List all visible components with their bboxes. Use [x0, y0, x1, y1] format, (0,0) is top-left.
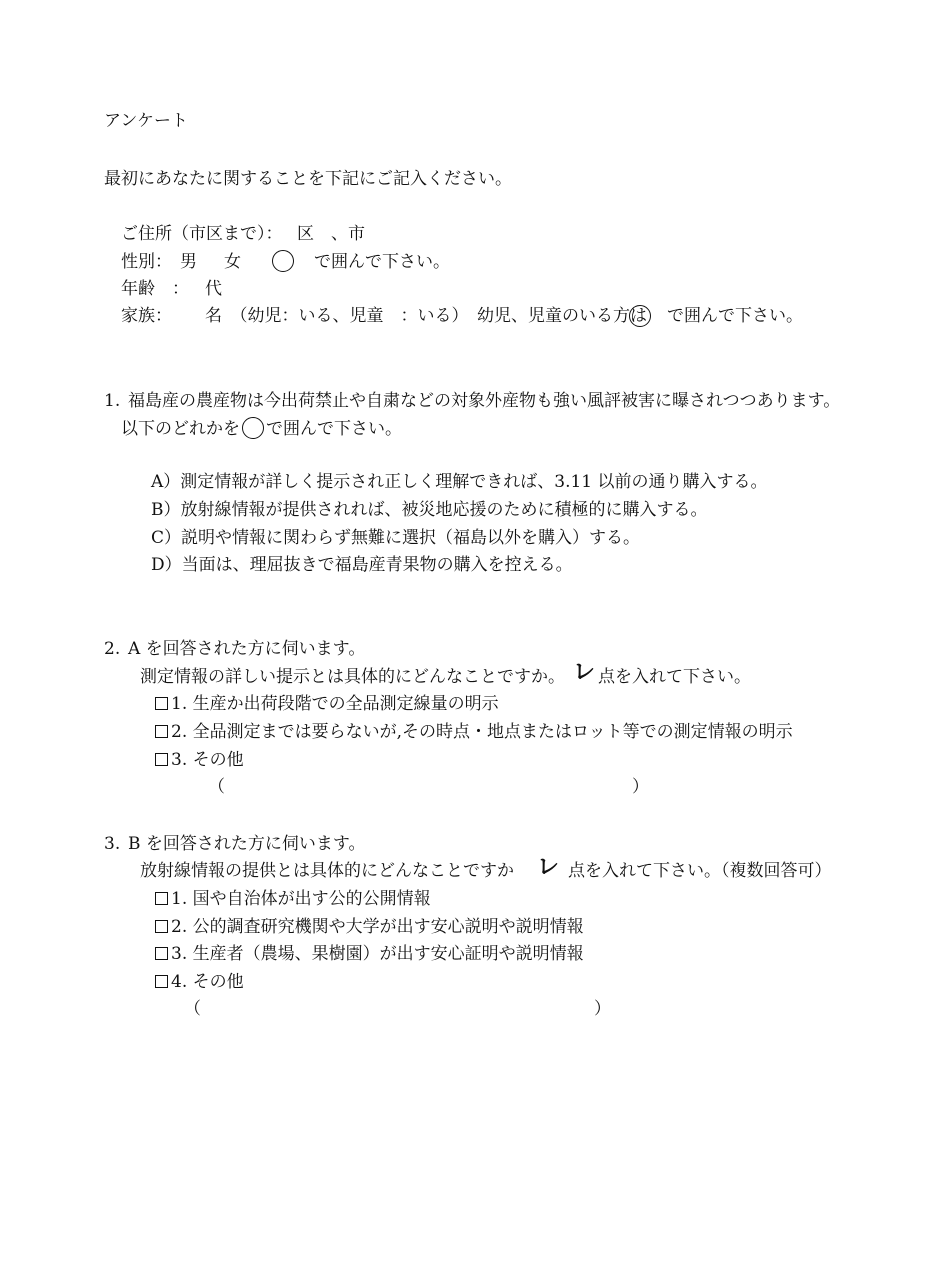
q3-other-close-paren: ）	[594, 999, 611, 1019]
circle-mark-icon	[629, 305, 651, 327]
survey-title: アンケート	[104, 111, 188, 131]
q2-option-2-label: 2. 全品測定までは要らないが,その時点・地点またはロット等での測定情報の明示	[171, 722, 793, 742]
address-units: 区 、市	[297, 224, 365, 244]
q1-option-d[interactable]: D）当面は、理屈抜きで福島産青果物の購入を控える。	[151, 555, 573, 575]
q3-option-4-checkbox[interactable]	[155, 975, 168, 988]
q2-question: 測定情報の詳しい提示とは具体的にどんなことですか。	[140, 667, 565, 687]
q2-option-1-checkbox[interactable]	[155, 697, 168, 710]
family-label: 家族：	[121, 306, 172, 326]
circle-mark-icon	[242, 417, 264, 439]
q3-option-1-checkbox[interactable]	[155, 892, 168, 905]
q1-option-b[interactable]: B）放射線情報が提供されれば、被災地応援のために積極的に購入する。	[151, 500, 708, 520]
q3-option-1-label: 1. 国や自治体が出す公的公開情報	[171, 889, 431, 909]
address-label: ご住所（市区まで）：	[121, 224, 283, 244]
q3-option-3-checkbox[interactable]	[155, 947, 168, 960]
check-mark-icon: レ	[537, 855, 560, 880]
q3-option-2-checkbox[interactable]	[155, 920, 168, 933]
q3-instruction: 点を入れて下さい。（複数回答可）	[568, 861, 832, 881]
family-instruction: で囲んで下さい。	[667, 306, 803, 326]
q1-instruction-pre: 以下のどれかを	[121, 419, 240, 439]
check-mark-icon: レ	[573, 660, 596, 685]
q3-other-open-paren: （	[184, 999, 201, 1019]
age-label: 年齢 ：	[121, 279, 189, 299]
q3-question: 放射線情報の提供とは具体的にどんなことですか	[140, 861, 514, 881]
q3-option-2-label: 2. 公的調査研究機関や大学が出す安心説明や説明情報	[171, 917, 584, 937]
gender-label: 性別：	[121, 252, 172, 272]
q1-option-c[interactable]: C）説明や情報に関わらず無難に選択（福島以外を購入）する。	[151, 528, 641, 548]
gender-instruction: で囲んで下さい。	[314, 252, 450, 272]
age-unit: 代	[205, 279, 222, 299]
q2-option-3-checkbox[interactable]	[155, 753, 168, 766]
intro-text: 最初にあなたに関することを下記にご記入ください。	[104, 169, 512, 189]
q2-header: A を回答された方に伺います。	[128, 639, 366, 659]
q1-number: 1.	[104, 391, 121, 411]
q2-other-close-paren: ）	[632, 777, 649, 797]
q1-text: 福島産の農産物は今出荷禁止や自粛などの対象外産物も強い風評被害に曝されつつあります。	[128, 391, 841, 411]
q3-option-4-label: 4. その他	[171, 972, 244, 992]
q2-other-open-paren: （	[208, 777, 225, 797]
q1-instruction-post: で囲んで下さい。	[266, 419, 402, 439]
q3-option-3-label: 3. 生産者（農場、果樹園）が出す安心証明や説明情報	[171, 944, 584, 964]
q2-option-2-checkbox[interactable]	[155, 725, 168, 738]
q3-number: 3.	[104, 834, 121, 854]
q1-option-a[interactable]: A）測定情報が詳しく提示され正しく理解できれば、3.11 以前の通り購入する。	[151, 472, 768, 492]
q2-option-1-label: 1. 生産か出荷段階での全品測定線量の明示	[171, 694, 499, 714]
q2-option-3-label: 3. その他	[171, 750, 244, 770]
q3-header: B を回答された方に伺います。	[128, 834, 366, 854]
q2-number: 2.	[104, 639, 121, 659]
gender-female[interactable]: 女	[224, 252, 241, 272]
q2-instruction: 点を入れて下さい。	[598, 667, 751, 687]
circle-mark-icon	[272, 250, 294, 272]
gender-male[interactable]: 男	[180, 252, 197, 272]
family-detail: 名 （幼児：いる、児童 ：いる） 幼児、児童のいる方は	[205, 306, 647, 326]
